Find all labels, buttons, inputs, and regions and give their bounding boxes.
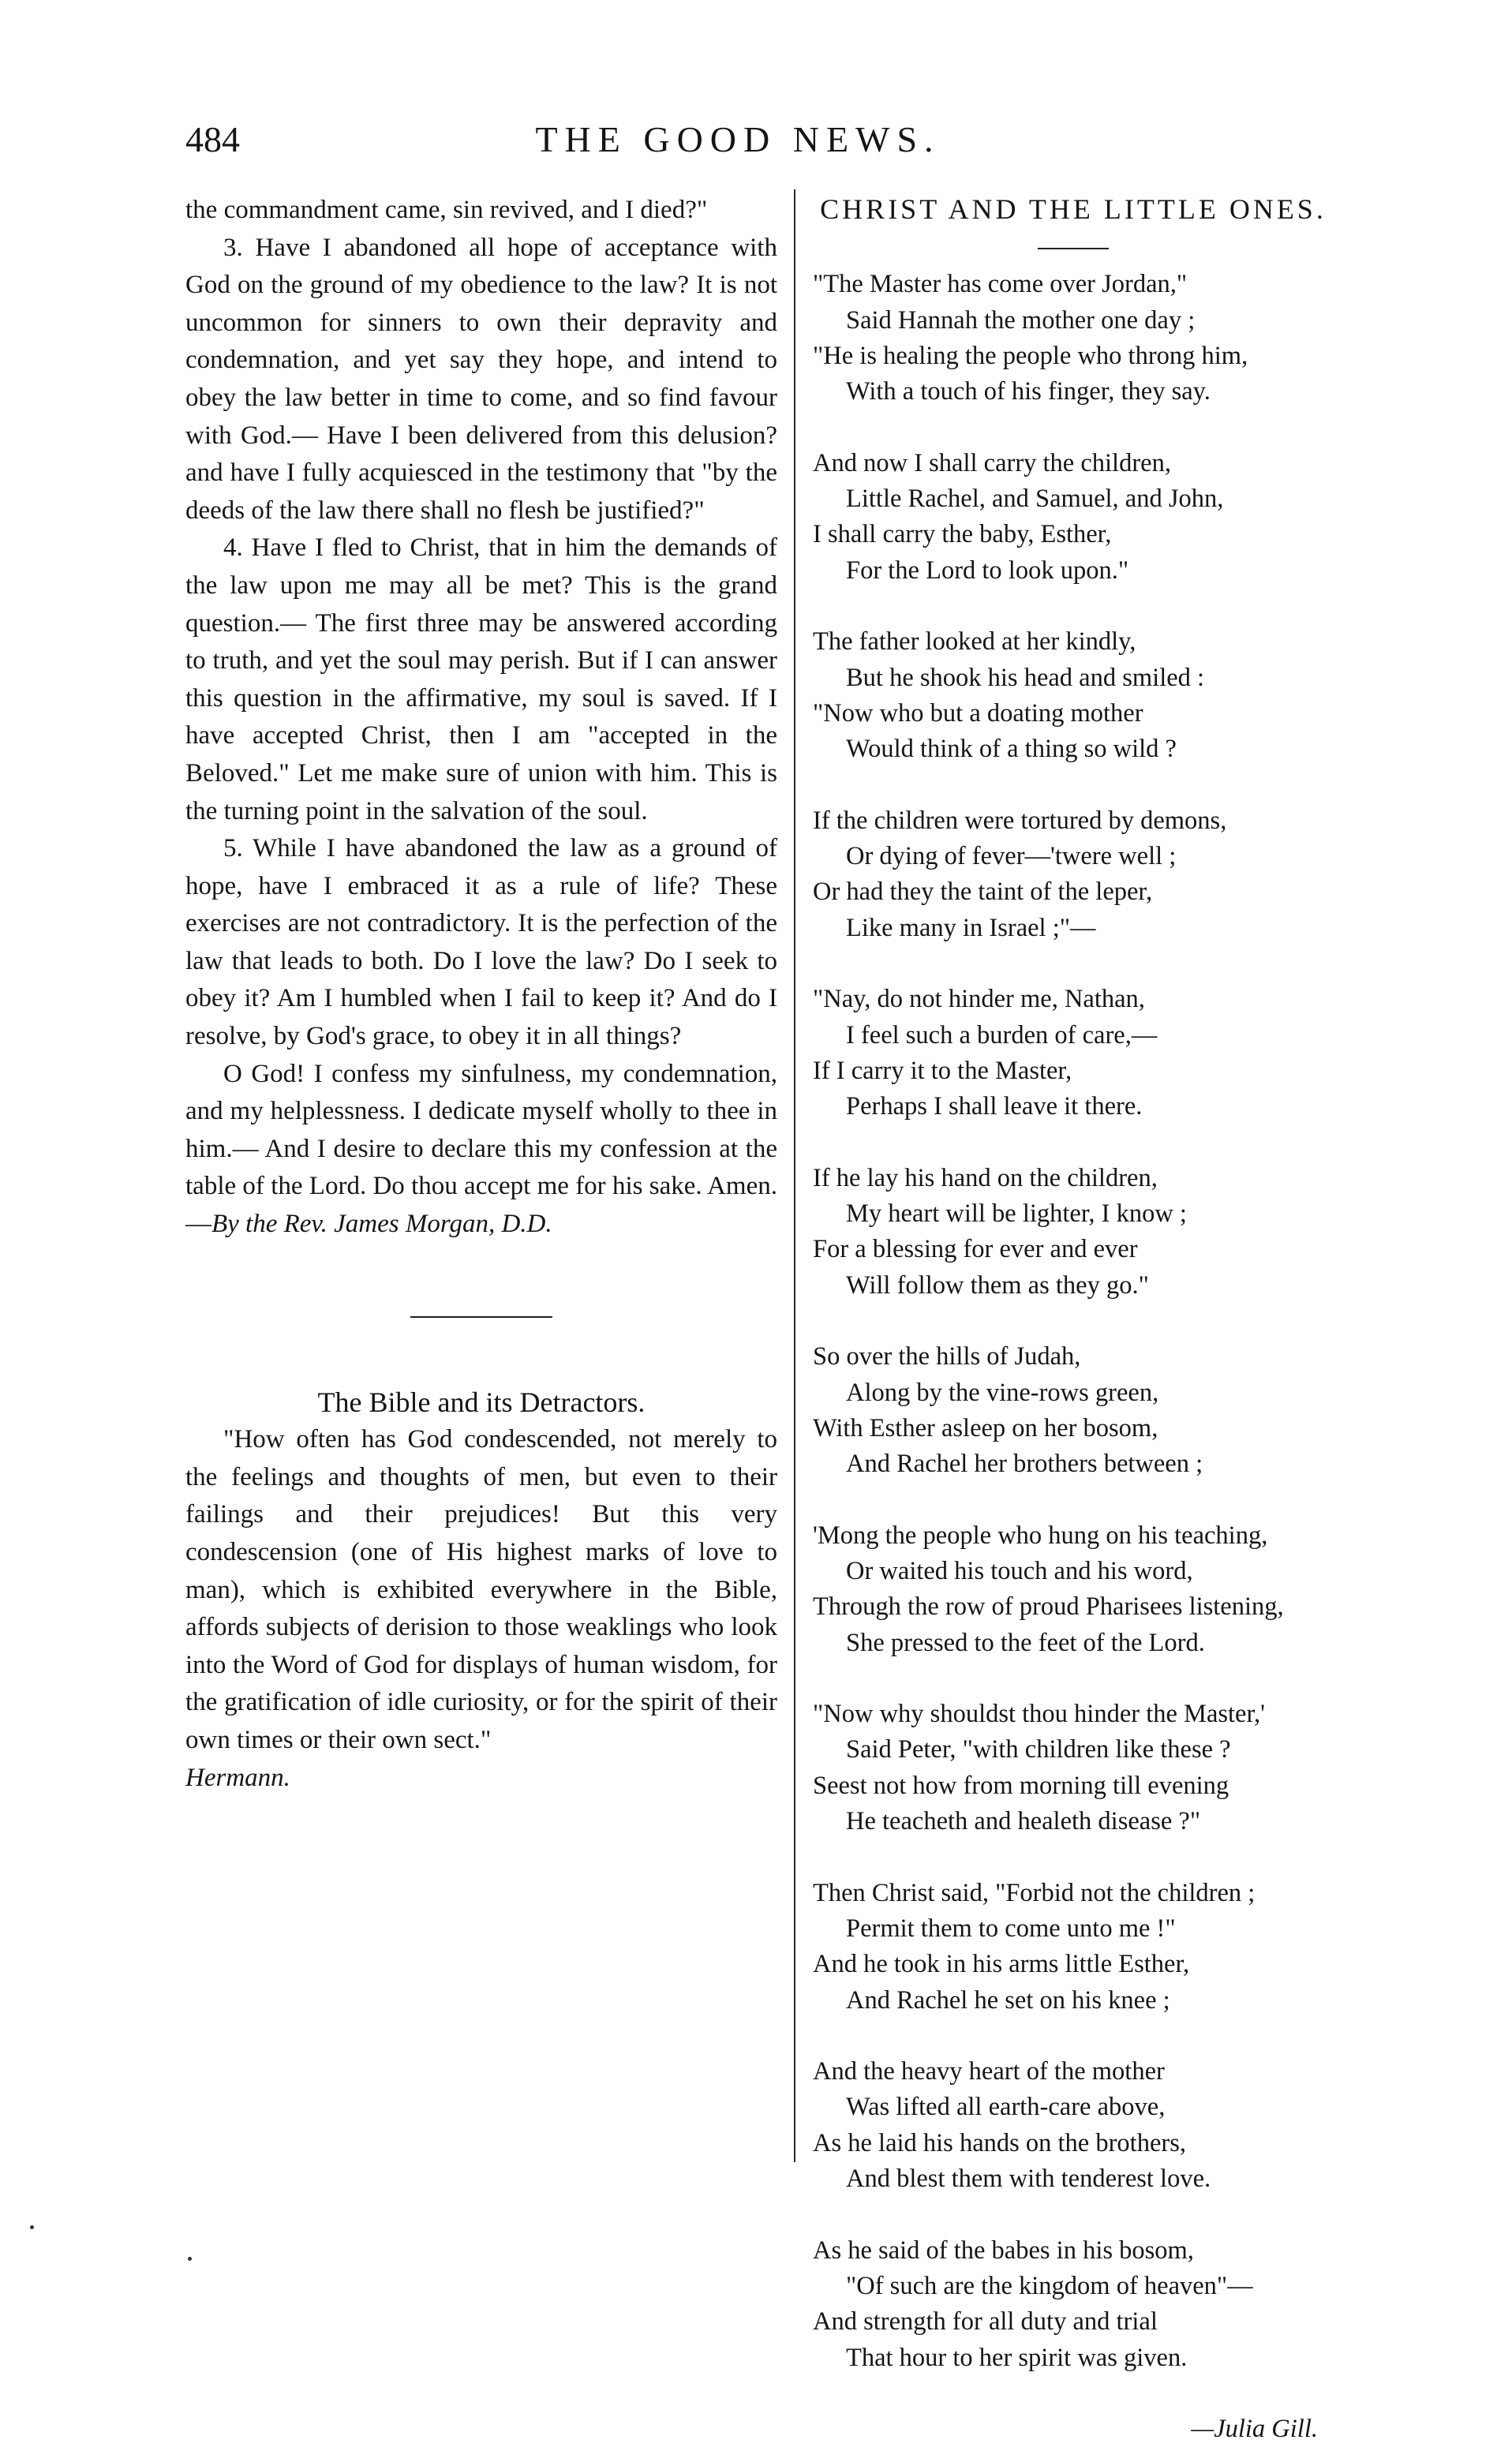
poem-line: If the children were tortured by demons, bbox=[813, 806, 1227, 835]
poem-line: Or waited his touch and his word, bbox=[846, 1556, 1193, 1585]
poem-signature: —Julia Gill. bbox=[1191, 2415, 1318, 2444]
poem-line: Perhaps I shall leave it there. bbox=[846, 1092, 1143, 1121]
print-speck bbox=[30, 2225, 34, 2229]
poem-title: CHRIST AND THE LITTLE ONES. bbox=[820, 193, 1327, 225]
poem-line: And Rachel he set on his knee ; bbox=[846, 1985, 1170, 2015]
poem-line: If he lay his hand on the children, bbox=[813, 1163, 1158, 1192]
poem-line: And he took in his arms little Esther, bbox=[813, 1950, 1190, 1979]
stanza bbox=[813, 1518, 1334, 1661]
paragraph-continuation: the commandment came, sin revived, and I died?" bbox=[185, 196, 708, 224]
stanza bbox=[813, 267, 1334, 410]
poem-line: 'Mong the people who hung on his teaching, bbox=[813, 1521, 1268, 1550]
bible-quote: "How often has God condescended, not merely to the feelings and thoughts of men, but even to their failings and their prejudices! But this very condescension (one of His highest marks of love to man), which is exhibited everywhere in the Bible, affords subjects of derision to those weaklings who look into the Word of God for displays of human wisdom, for the gratification of idle curiosity, or for the spirit of their own times or their own sect." bbox=[185, 1425, 777, 1754]
poem-line: Little Rachel, and Samuel, and John, bbox=[846, 485, 1224, 514]
page-number: 484 bbox=[185, 119, 240, 159]
poem-line: Like many in Israel ;"— bbox=[846, 913, 1096, 942]
poem-line: Through the row of proud Pharisees listening, bbox=[813, 1592, 1284, 1622]
stanza bbox=[813, 624, 1334, 767]
stanza bbox=[813, 982, 1334, 1124]
paragraph-4: 4. Have I fled to Christ, that in him the demands of the law upon me may all be met? This is the grand question.— The first three may be answered according to truth, and yet the soul may perish. But if I can answer this question in the affirmative, my soul is saved. If I have accepted Christ, then I am "accepted in the Beloved." Let me make sure of union with him. This is the turning point in the salvation of the soul. bbox=[185, 533, 777, 825]
poem-line: And blest them with tenderest love. bbox=[846, 2165, 1211, 2194]
poem-line: Along by the vine-rows green, bbox=[846, 1378, 1159, 1407]
poem-line: And Rachel her brothers between ; bbox=[846, 1450, 1203, 1479]
stanza bbox=[813, 1697, 1334, 1839]
poem-line: So over the hills of Judah, bbox=[813, 1342, 1081, 1371]
section-title: The Bible and its Detractors. bbox=[317, 1386, 646, 1418]
closing-prayer bbox=[185, 1056, 777, 1244]
poem-line: But he shook his head and smiled : bbox=[846, 663, 1205, 692]
paragraph-3: 3. Have I abandoned all hope of acceptance with God on the ground of my obedience to the law? It is not uncommon for sinners to own their depravity and condemnation, and yet say they hope, and intend to obey the law better in time to come, and so find favour with God.— Have I been delivered from this delusion? and have I fully acquiesced in the testimony that "by the deeds of the law there shall no flesh be justified?" bbox=[185, 233, 777, 525]
poem-line: Said Peter, "with children like these ? bbox=[846, 1735, 1231, 1764]
poem-line: That hour to her spirit was given. bbox=[846, 2343, 1188, 2372]
stanza bbox=[813, 2054, 1334, 2197]
print-speck bbox=[188, 2257, 192, 2261]
poem-line: "Now why shouldst thou hinder the Master,' bbox=[813, 1700, 1265, 1729]
stanza bbox=[813, 1339, 1334, 1482]
title-rule bbox=[1038, 248, 1109, 249]
stanza bbox=[813, 1161, 1334, 1304]
poem-line: Was lifted all earth-care above, bbox=[846, 2093, 1166, 2122]
poem-line: The father looked at her kindly, bbox=[813, 627, 1136, 657]
poem-line: And now I shall carry the children, bbox=[813, 448, 1171, 477]
poem-line: With a touch of his finger, they say. bbox=[846, 377, 1211, 406]
byline: By the Rev. James Morgan, D.D. bbox=[211, 1210, 552, 1239]
poem-line: "Of such are the kingdom of heaven"— bbox=[846, 2271, 1253, 2300]
poem-line: I shall carry the baby, Esther, bbox=[813, 520, 1112, 549]
poem-line: Will follow them as they go." bbox=[846, 1270, 1149, 1300]
page-header bbox=[185, 118, 1290, 174]
quote-author: Hermann. bbox=[185, 1763, 290, 1792]
poem-line: I feel such a burden of care,— bbox=[846, 1020, 1158, 1050]
left-column bbox=[185, 192, 777, 1797]
poem-line: Or had they the taint of the leper, bbox=[813, 877, 1153, 907]
poem-line: Said Hannah the mother one day ; bbox=[846, 305, 1196, 335]
poem-line: "Now who but a doating mother bbox=[813, 698, 1143, 728]
poem-line: If I carry it to the Master, bbox=[813, 1056, 1072, 1085]
stanza bbox=[813, 446, 1334, 589]
poem-line: Seest not how from morning till evening bbox=[813, 1771, 1229, 1800]
poem-line: She pressed to the feet of the Lord. bbox=[846, 1628, 1205, 1657]
poem-line: "Nay, do not hinder me, Nathan, bbox=[813, 985, 1145, 1014]
poem-line: Permit them to come unto me !" bbox=[846, 1914, 1176, 1943]
poem-line: For a blessing for ever and ever bbox=[813, 1235, 1138, 1264]
poem-line: Would think of a thing so wild ? bbox=[846, 735, 1177, 764]
poem-line: As he said of the babes in his bosom, bbox=[813, 2236, 1194, 2265]
poem-line: And the heavy heart of the mother bbox=[813, 2057, 1165, 2086]
stanza bbox=[813, 1876, 1334, 2019]
poem-line: For the Lord to look upon." bbox=[846, 556, 1129, 585]
column-divider bbox=[794, 189, 795, 2162]
right-column bbox=[813, 192, 1334, 2447]
poem-line: "The Master has come over Jordan," bbox=[813, 270, 1188, 299]
poem-line: He teacheth and healeth disease ?" bbox=[846, 1807, 1201, 1836]
poem-line: "He is healing the people who throng him, bbox=[813, 341, 1248, 370]
running-head: THE GOOD NEWS. bbox=[535, 119, 941, 159]
poem-line: With Esther asleep on her bosom, bbox=[813, 1413, 1158, 1442]
poem-line: As he laid his hands on the brothers, bbox=[813, 2128, 1186, 2157]
paragraph-5: 5. While I have abandoned the law as a ground of hope, have I embraced it as a rule of life? These exercises are not contradictory. It is the perfection of the law that leads to both. Do I love the law? Do I seek to obey it? Am I humbled when I fail to keep it? And do I resolve, by God's grace, to obey it in all things? bbox=[185, 834, 777, 1051]
stanza bbox=[813, 2233, 1334, 2376]
poem-line: And strength for all duty and trial bbox=[813, 2307, 1158, 2337]
poem-line: My heart will be lighter, I know ; bbox=[846, 1199, 1187, 1229]
poem-line: Or dying of fever—'twere well ; bbox=[846, 842, 1177, 871]
poem-line: Then Christ said, "Forbid not the children ; bbox=[813, 1878, 1256, 1907]
stanza bbox=[813, 803, 1334, 946]
prayer-text: O God! I confess my sinfulness, my condemnation, and my helplessness. I dedicate myself wholly to thee in him.— And I desire to declare this my confession at the table of the Lord. Do thou accept me for his sake. Amen.— bbox=[185, 1059, 777, 1239]
poem-body bbox=[813, 267, 1334, 2376]
section-divider bbox=[410, 1316, 552, 1318]
